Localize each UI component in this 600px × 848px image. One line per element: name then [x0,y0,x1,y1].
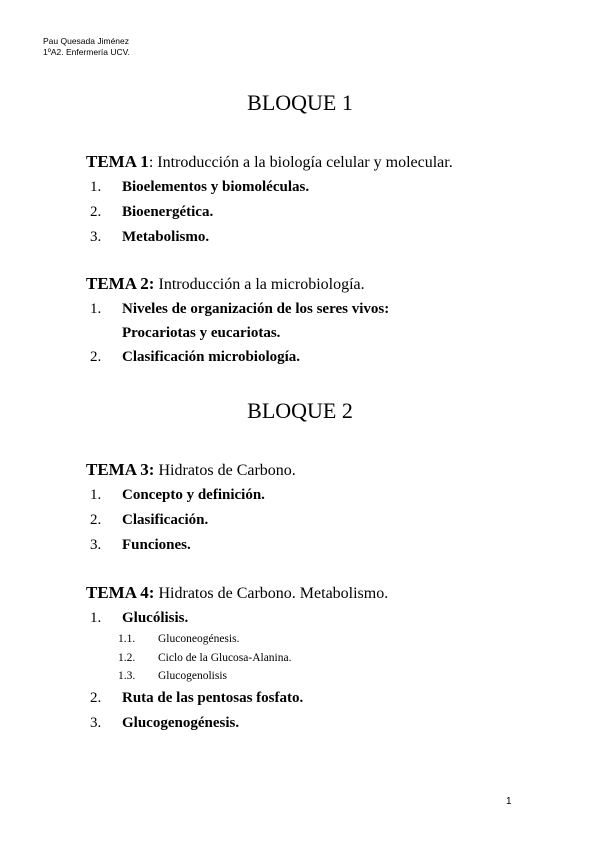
item-number: 3. [90,537,102,553]
item-text: Clasificación. [122,512,209,528]
list-item [90,485,265,505]
item-number: 1. [90,610,102,626]
item-continuation: Procariotas y eucariotas. [122,325,281,341]
page-number: 1 [506,796,512,807]
tema-4-heading [86,583,388,604]
item-text: Bioenergética. [122,204,214,220]
document-header [43,36,130,58]
item-number: 2. [90,690,102,706]
item-text: Glucólisis. [122,610,189,626]
item-text: Ruta de las pentosas fosfato. [122,690,304,706]
item-number: 2. [90,512,102,528]
tema-1-label: TEMA 1 [86,152,149,171]
subitem-text: Gluconeogénesis. [158,633,240,645]
tema-2-title: Introducción a la microbiología. [154,276,365,293]
item-text: Concepto y definición. [122,487,265,503]
sub-list-item [118,651,292,665]
author-name: Pau Quesada Jiménez [43,36,129,46]
list-item [90,202,213,222]
item-number: 1. [90,179,102,195]
item-text: Glucogenogénesis. [122,715,240,731]
subitem-text: Glucogenolisis [158,670,227,682]
bloque-2-heading: BLOQUE 2 [247,398,353,423]
list-item [90,535,191,555]
bloque-1-heading: BLOQUE 1 [247,90,353,115]
list-item [90,347,300,367]
sub-list-item [118,669,227,683]
item-number: 2. [90,204,102,220]
subitem-number: 1.3. [118,670,136,682]
tema-3-title: Hidratos de Carbono. [154,462,296,479]
item-number: 2. [90,349,102,365]
subitem-number: 1.2. [118,652,136,664]
tema-1-title: : Introducción a la biología celular y molecular. [148,154,453,171]
tema-3-heading [86,460,296,481]
tema-1-heading [86,152,453,173]
list-item [90,299,389,319]
tema-3-label: TEMA 3: [86,460,155,479]
subitem-text: Ciclo de la Glucosa-Alanina. [158,652,292,664]
item-number: 1. [90,301,102,317]
course-name: 1ºA2. Enfermería UCV. [43,47,130,57]
tema-4-title: Hidratos de Carbono. Metabolismo. [154,585,389,602]
item-text: Niveles de organización de los seres vivos: [122,301,390,317]
tema-4-label: TEMA 4: [86,583,155,602]
item-text: Funciones. [122,537,191,553]
item-number: 3. [90,229,102,245]
item-number: 1. [90,487,102,503]
list-item [90,177,309,197]
item-text: Clasificación microbiología. [122,349,301,365]
list-item [90,608,188,628]
list-item [90,688,303,708]
list-item [90,510,208,530]
subitem-number: 1.1. [118,633,136,645]
tema-2-label: TEMA 2: [86,274,155,293]
item-number: 3. [90,715,102,731]
item-text: Metabolismo. [122,229,210,245]
list-item [90,713,239,733]
list-item [90,227,209,247]
tema-2-heading [86,274,365,295]
item-text: Bioelementos y biomoléculas. [122,179,310,195]
sub-list-item [118,632,239,646]
